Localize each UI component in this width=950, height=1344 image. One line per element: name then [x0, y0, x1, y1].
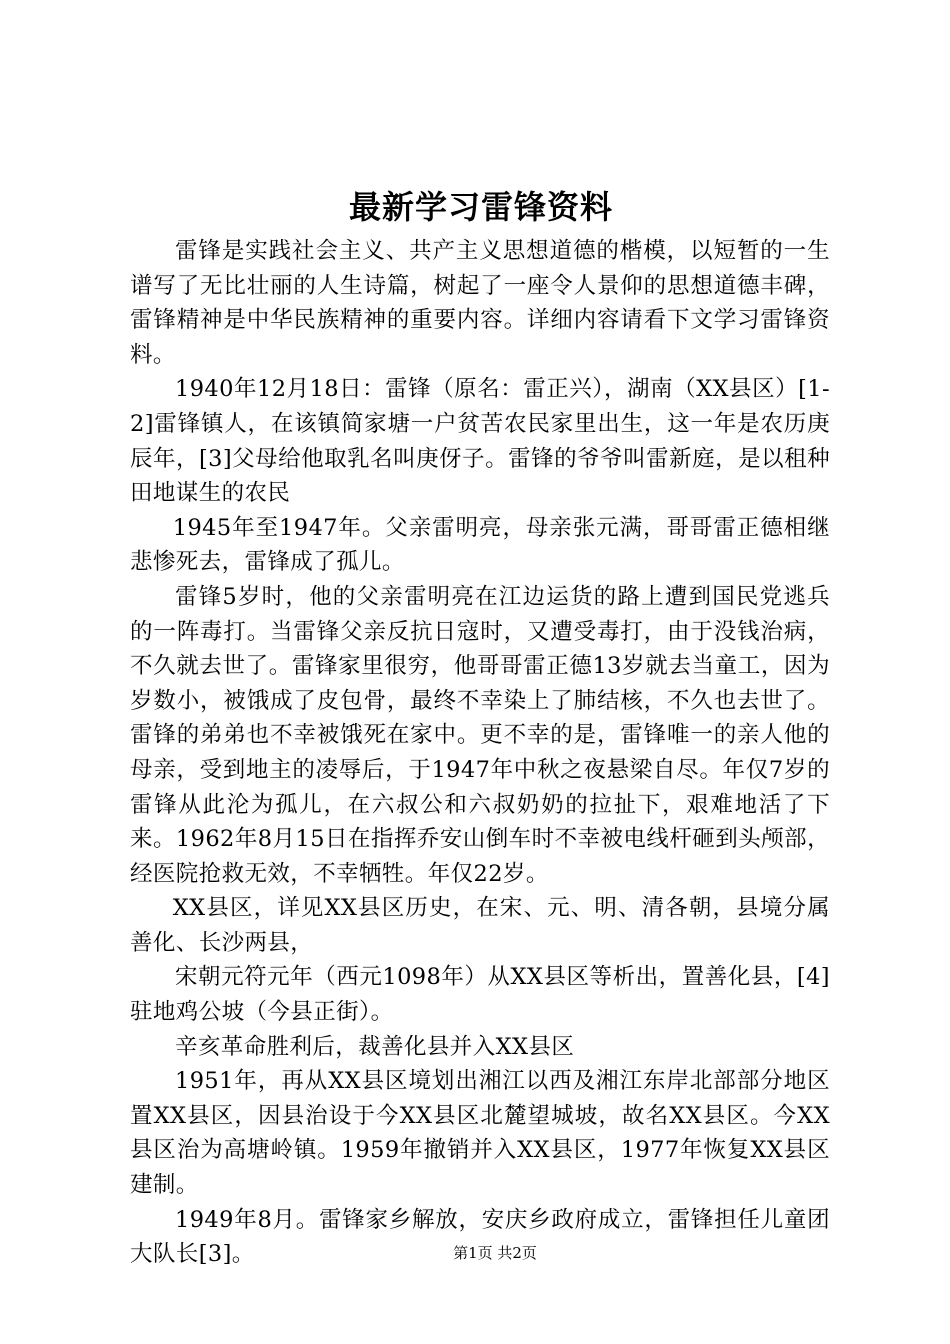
paragraph-1945: 1945年至1947年。父亲雷明亮，母亲张元满，哥哥雷正德相继悲惨死去，雷锋成了孤儿。: [130, 514, 830, 576]
paragraph-county: XX县区，详见XX县区历史，在宋、元、明、清各朝，县境分属善化、长沙两县，: [130, 895, 830, 956]
paragraph-song-dynasty: 宋朝元符元年（西元1098年）从XX县区等析出，置善化县，[4]驻地鸡公坡（今县正街）。: [130, 964, 830, 1026]
page-footer: 第1页 共2页: [453, 1244, 537, 1262]
paragraph-1940: 1940年12月18日：雷锋（原名：雷正兴），湖南（XX县区）[1-2]雷锋镇人，在该镇简家塘一户贫苦农民家里出生，这一年是农历庚辰年，[3]父母给他取乳名叫庚伢子。雷锋的爷爷叫雷新庭，是以租种田地谋生的农民: [130, 376, 830, 507]
paragraph-1951: 1951年，再从XX县区境划出湘江以西及湘江东岸北部部分地区置XX县区，因县治设于今XX县区北麓望城坡，故名XX县区。今XX县区治为高塘岭镇。1959年撤销并入XX县区，1977年恢复XX县区建制。: [130, 1068, 830, 1199]
paragraph-childhood: 雷锋5岁时，他的父亲雷明亮在江边运货的路上遭到国民党逃兵的一阵毒打。当雷锋父亲反抗日寇时，又遭受毒打，由于没钱治病，不久就去世了。雷锋家里很穷，他哥哥雷正德13岁就去当童工，因为岁数小，被饿成了皮包骨，最终不幸染上了肺结核，不久也去世了。雷锋的弟弟也不幸被饿死在家中。更不幸的是，雷锋唯一的亲人他的母亲，受到地主的凌辱后，于1947年中秋之夜悬梁自尽。年仅7岁的雷锋从此沦为孤儿，在六叔公和六叔奶奶的拉扯下，艰难地活了下来。1962年8月15日在指挥乔安山倒车时不幸被电线杆砸到头颅部，经医院抢救无效，不幸牺牲。年仅22岁。: [130, 583, 830, 887]
page-title: 最新学习雷锋资料: [348, 188, 613, 226]
paragraph-1949: 1949年8月。雷锋家乡解放，安庆乡政府成立，雷锋担任儿童团大队长[3]。: [130, 1206, 830, 1268]
document-body: [130, 234, 830, 1272]
paragraph-intro: 雷锋是实践社会主义、共产主义思想道德的楷模，以短暂的一生谱写了无比壮丽的人生诗篇，树起了一座令人景仰的思想道德丰碑，雷锋精神是中华民族精神的重要内容。详细内容请看下文学习雷锋资料。: [130, 238, 830, 368]
paragraph-xinhai: 辛亥革命胜利后，裁善化县并入XX县区: [175, 1033, 575, 1060]
